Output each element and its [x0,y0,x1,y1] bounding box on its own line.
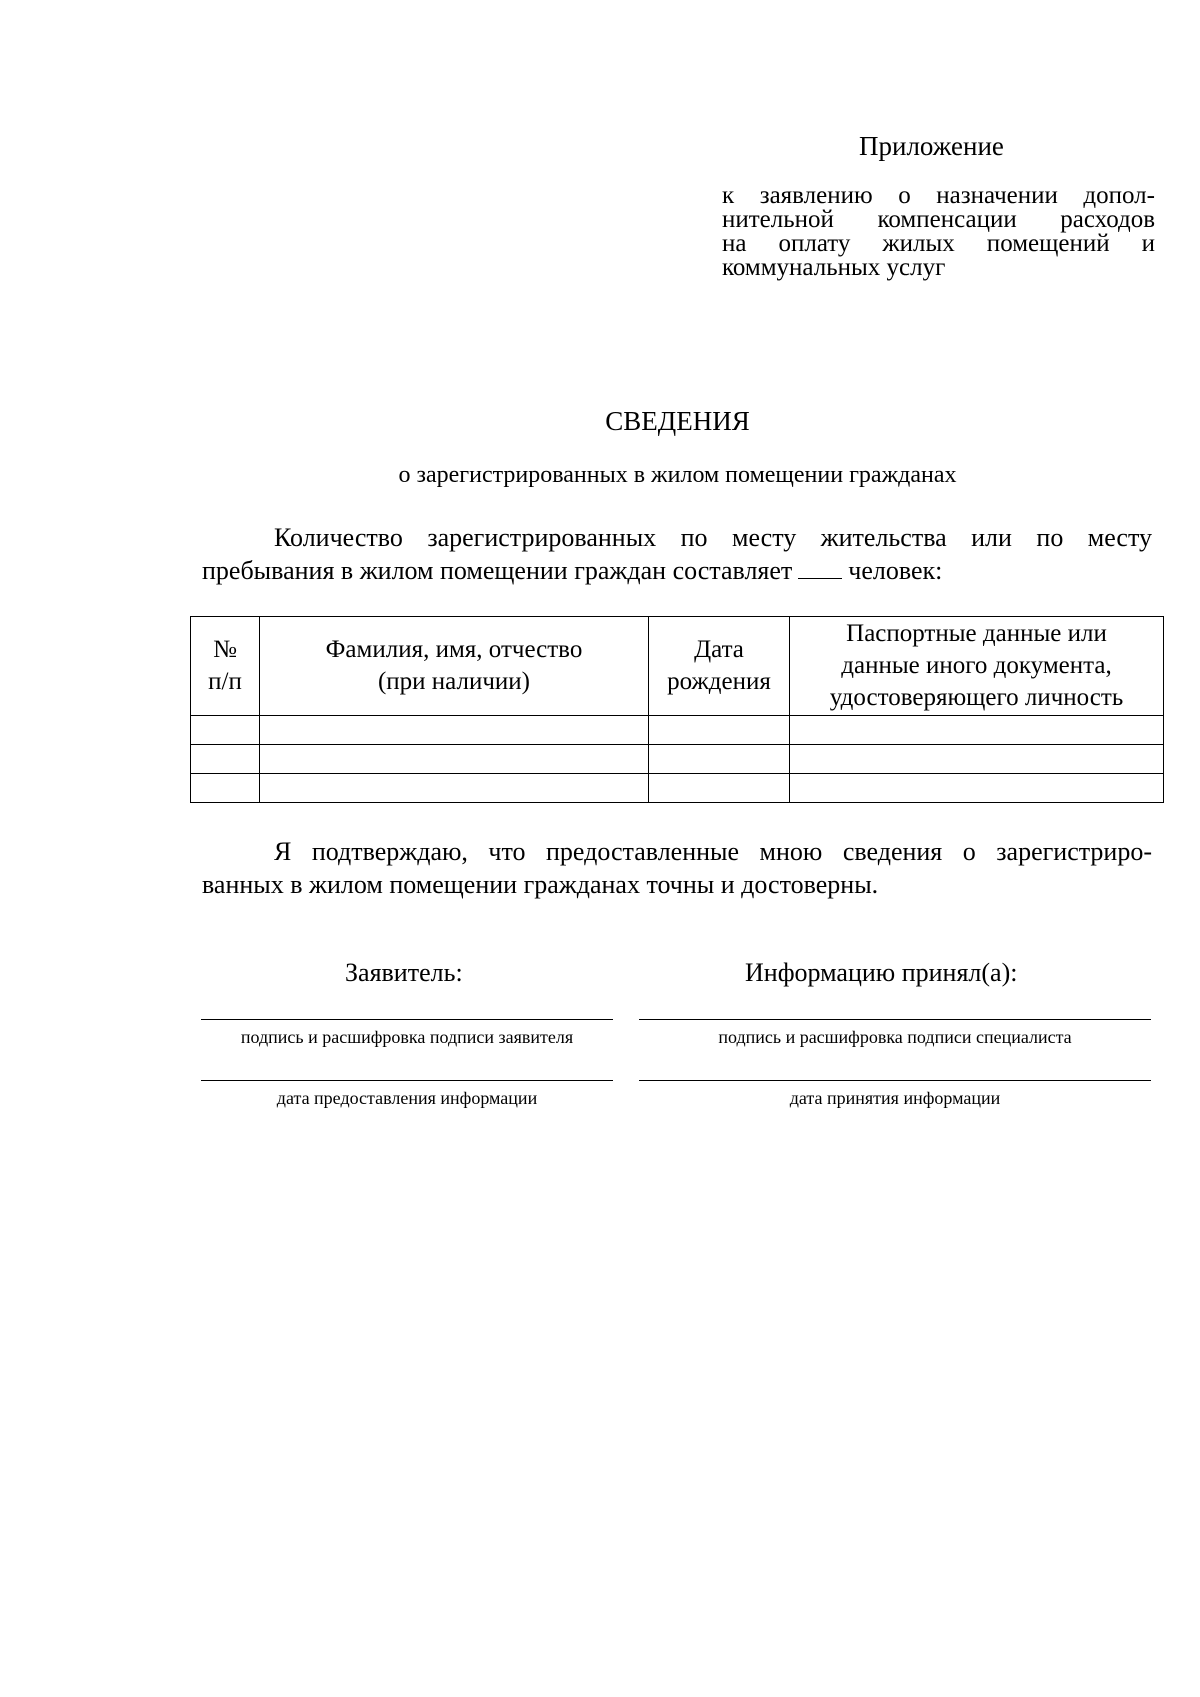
confirmation-statement [202,835,1152,901]
appendix-line: к заявлению о назначении допол- [722,182,1155,209]
confirmation-line: ванных в жилом помещении гражданах точны и достоверны. [202,870,879,899]
applicant-date-caption: дата предоставления информации [276,1088,538,1108]
document-title: СВЕДЕНИЯ [605,406,750,436]
table-row [191,716,1164,745]
specialist-date-caption: дата принятия информации [789,1088,1001,1108]
table-cell[interactable] [649,745,790,774]
applicant-signature-caption: подпись и расшифровка подписи заявителя [240,1027,574,1047]
registered-persons-table [190,616,1164,803]
count-statement-text: пребывания в жилом помещении граждан составляет [202,556,793,585]
table-cell[interactable] [790,745,1164,774]
table-row [191,745,1164,774]
table-cell[interactable] [649,716,790,745]
count-statement-line: Количество зарегистрированных по месту жительства или по месту [274,523,1152,552]
table-cell[interactable] [260,745,649,774]
appendix-title: Приложение [859,131,1004,161]
applicant-date-line[interactable] [201,1080,613,1081]
count-statement-line [202,554,1152,587]
document-subtitle: о зарегистрированных в жилом помещении гражданах [398,462,957,488]
confirmation-line: Я подтверждаю, что предоставленные мною сведения о зарегистриро- [274,837,1152,866]
specialist-signature-caption: подпись и расшифровка подписи специалиста [718,1027,1072,1047]
table-cell[interactable] [191,774,260,803]
column-header-birth-date: Дата рождения [649,617,790,716]
table-header-row [191,617,1164,716]
applicant-signature-line[interactable] [201,1019,613,1020]
column-header-full-name: Фамилия, имя, отчество (при наличии) [260,617,649,716]
table-cell[interactable] [260,716,649,745]
column-header-number: № п/п [191,617,260,716]
specialist-signature-line[interactable] [639,1019,1151,1020]
count-statement-unit: человек: [848,556,943,585]
appendix-description [722,184,1155,280]
table-row [191,774,1164,803]
count-statement [202,521,1152,587]
table-cell[interactable] [790,774,1164,803]
appendix-line: на оплату жилых помещений и [722,230,1155,257]
person-count-blank[interactable] [798,556,842,579]
table-cell[interactable] [191,745,260,774]
column-header-passport: Паспортные данные или данные иного документа, удостоверяющего личность [790,617,1164,716]
applicant-label: Заявитель: [345,958,463,987]
specialist-label: Информацию принял(а): [745,958,1018,987]
appendix-line: нительной компенсации расходов [722,206,1155,233]
appendix-line: коммунальных услуг [722,254,946,281]
table-cell[interactable] [191,716,260,745]
specialist-date-line[interactable] [639,1080,1151,1081]
table-cell[interactable] [260,774,649,803]
table-cell[interactable] [790,716,1164,745]
table-cell[interactable] [649,774,790,803]
